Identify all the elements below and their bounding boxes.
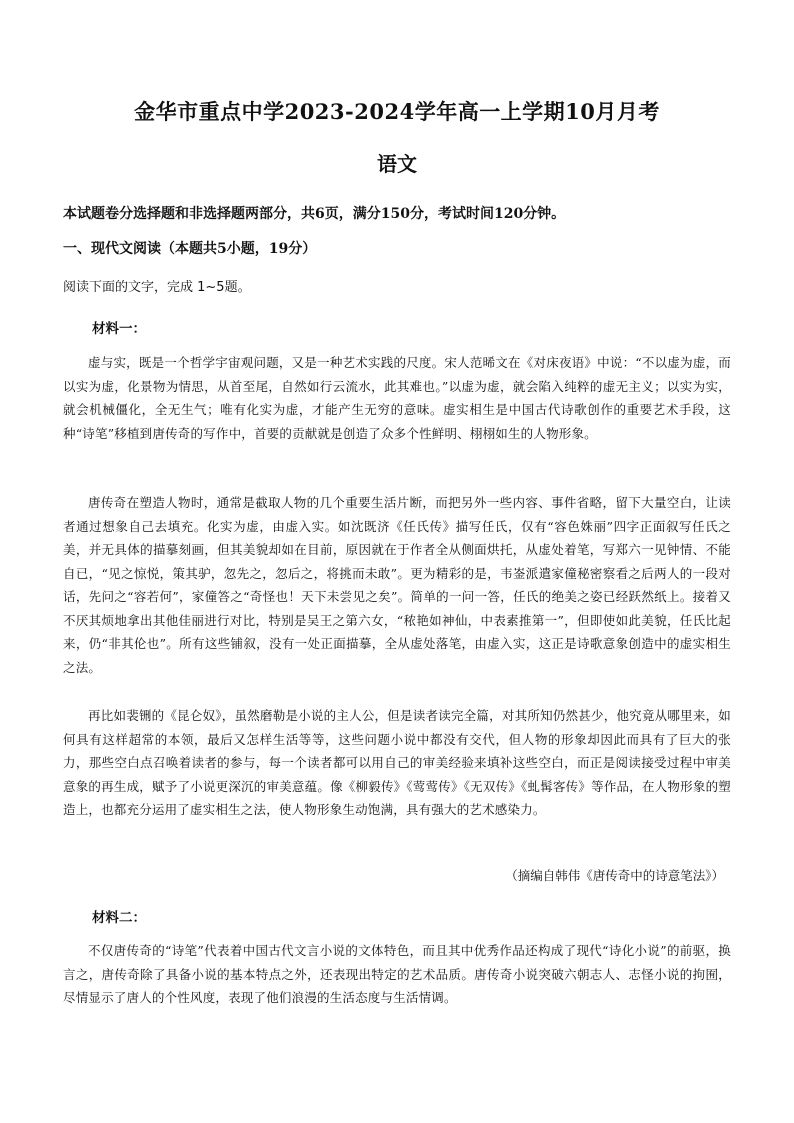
material-1-paragraph-1: 虚与实，既是一个哲学宇宙观问题，又是一种艺术实践的尺度。宋人范晞文在《对床夜语》中说：“不以虚为虚，而以实为虚，化景物为情思，从首至尾，自然如行云流水，此其难也。”以虚为虚，就会陷入纯粹的虚无主义；以实为实，就会机械僵化，全无生气；唯有化实为虚，才能产生无穷的意味。虚实相生是中国古代诗歌创作的重要艺术手段，这种“诗笔”移植到唐传奇的写作中，首要的贡献就是创造了众多个性鲜明、栩栩如生的人物形象。 (63, 355, 731, 441)
exam-intro: 本试题卷分选择题和非选择题两部分，共6页，满分150分，考试时间120分钟。 (63, 206, 566, 222)
material-1-paragraph-2: 唐传奇在塑造人物时，通常是截取人物的几个重要生活片断，而把另外一些内容、事件省略，留下大量空白，让读者通过想象自己去填充。化实为虚，由虚入实。如沈既济《任氏传》描写任氏，仅有“容色姝丽”四字正面叙写任氏之美，并无具体的描摹刻画，但其美貌却如在目前，原因就在于作者全从侧面烘托，从虚处着笔，写郑六一见钟情、不能自已，“见之惊悦，策其驴，忽先之，忽后之，将挑而未敢”。更为精彩的是，韦崟派遣家僮秘密察看之后两人的一段对话，先问之“容若何”，家僮答之“奇怪也！天下未尝见之矣”。简单的一问一答，任氏的绝美之姿已经跃然纸上。接着又不厌其烦地拿出其他佳丽进行对比，特别是吴王之第六女，“秾艳如神仙，中表素推第一”，但即使如此美貌，任氏比起来，仍“非其伦也”。所有这些铺叙，没有一处正面描摹，全从虚处落笔，由虚入实，这正是诗歌意象创造中的虚实相生之法。 (63, 495, 731, 675)
material-1-label: 材料一： (92, 321, 146, 337)
material-2-paragraph-1: 不仅唐传奇的“诗笔”代表着中国古代文言小说的文体特色，而且其中优秀作品还构成了现代“诗化小说”的前驱，换言之，唐传奇除了具备小说的基本特点之外，还表现出特定的艺术品质。唐传奇小说突破六朝志人、志怪小说的拘囿，尽情显示了唐人的个性风度，表现了他们浪漫的生活态度与生活情调。 (63, 943, 731, 1005)
exam-title: 金华市重点中学2023-2024学年高一上学期10月月考 (134, 99, 660, 124)
material-2-label: 材料二： (92, 910, 146, 926)
section-heading: 一、现代文阅读（本题共5小题，19分） (63, 241, 317, 257)
reading-instruction: 阅读下面的文字，完成 1~5题。 (63, 280, 251, 295)
material-1-paragraph-3: 再比如裴铏的《昆仑奴》，虽然磨勒是小说的主人公，但是读者读完全篇，对其所知仍然甚少，他究竟从哪里来，如何具有这样超常的本领，最后又怎样生活等等，这些问题小说中都没有交代，但人物的形象却因此而具有了巨大的张力，那些空白点召唤着读者的参与，每一个读者都可以用自己的审美经验来填补这些空白，而正是阅读接受过程中审美意象的再生成，赋予了小说更深沉的审美意蕴。像《柳毅传》《莺莺传》《无双传》《虬髯客传》等作品，在人物形象的塑造上，也都充分运用了虚实相生之法，使人物形象生动饱满，具有强大的艺术感染力。 (63, 708, 731, 817)
material-1-source: （摘编自韩伟《唐传奇中的诗意笔法》） (505, 868, 724, 883)
subject-heading: 语文 (377, 152, 417, 176)
